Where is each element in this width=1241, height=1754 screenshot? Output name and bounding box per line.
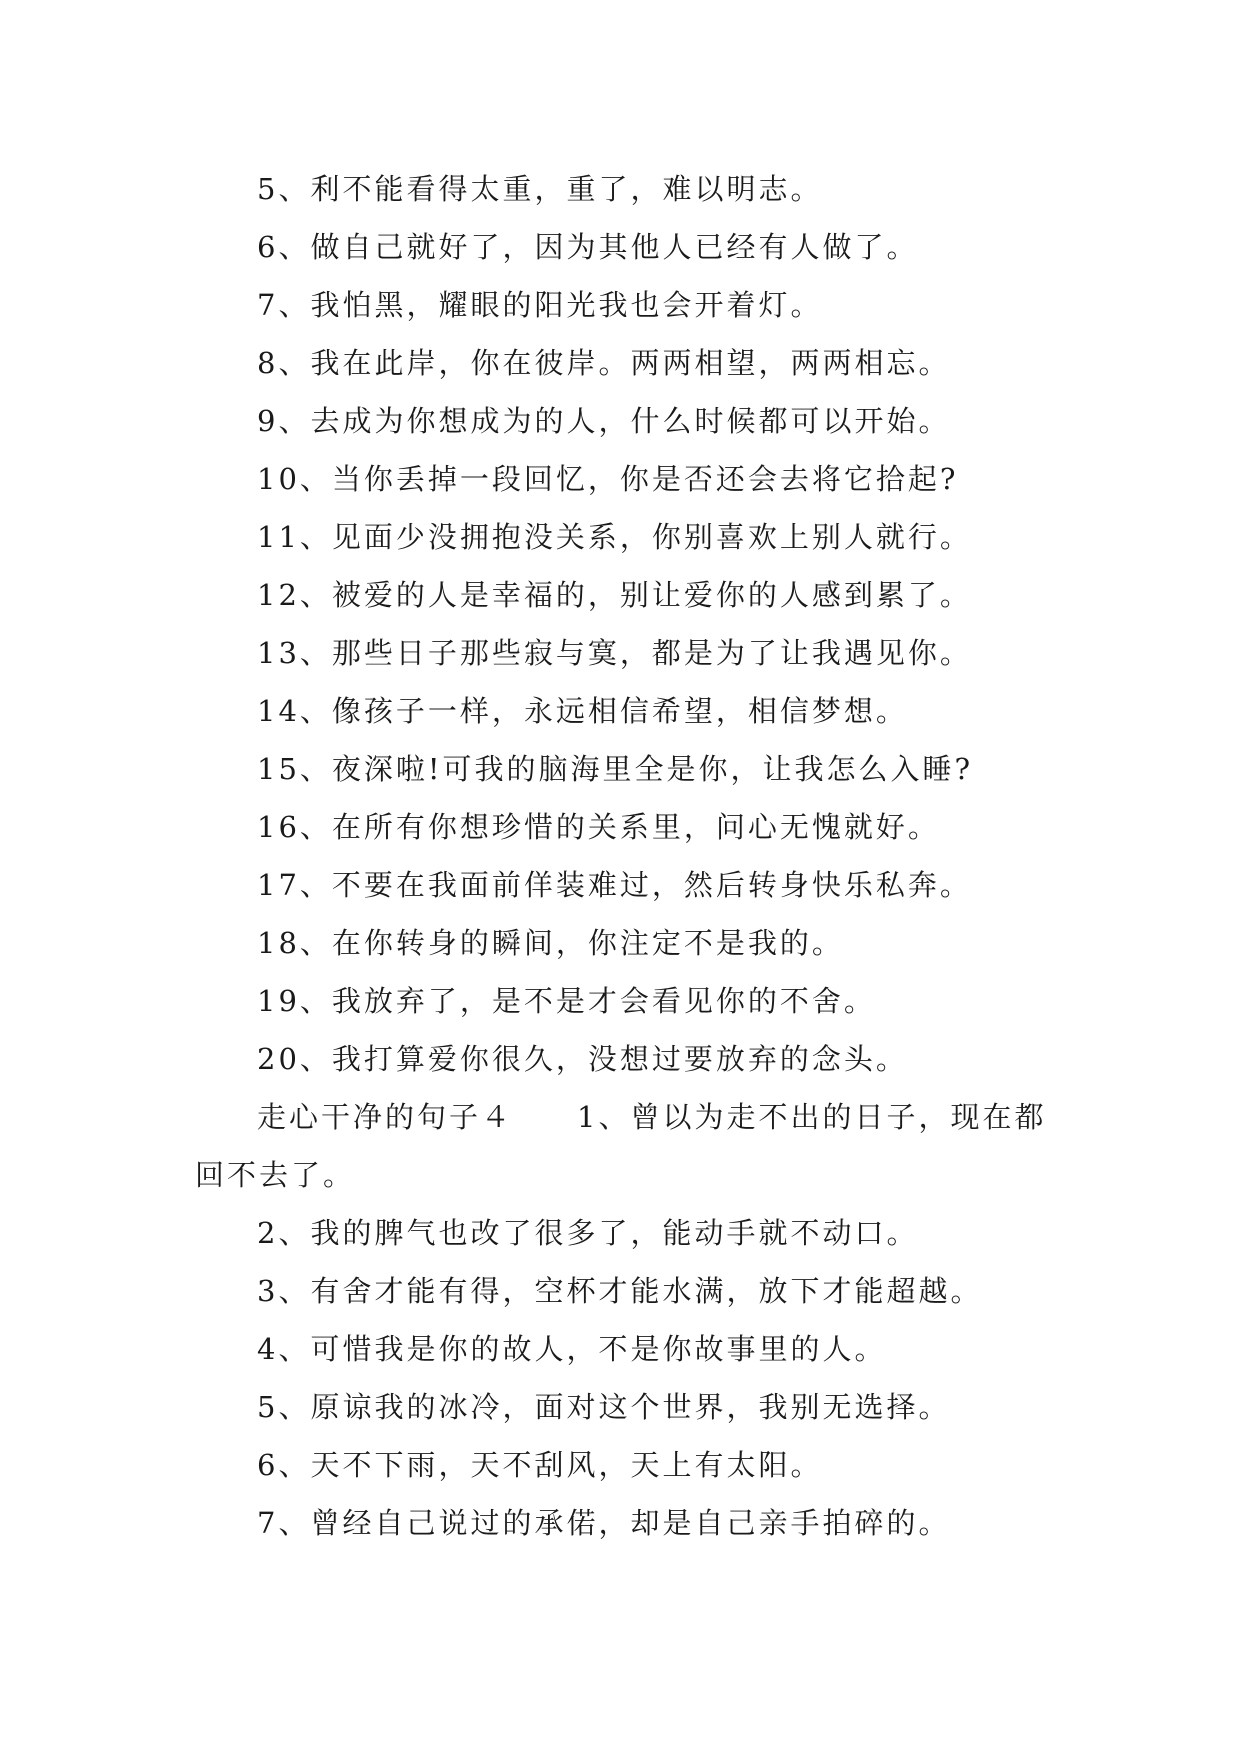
paragraph-line: 6、天不下雨，天不刮风，天上有太阳。 — [257, 1448, 823, 1482]
paragraph-line: 11、见面少没拥抱没关系，你别喜欢上别人就行。 — [257, 520, 972, 554]
paragraph-line: 19、我放弃了，是不是才会看见你的不舍。 — [257, 984, 876, 1018]
paragraph-line: 15、夜深啦!可我的脑海里全是你，让我怎么入睡? — [257, 752, 974, 786]
paragraph-line: 3、有舍才能有得，空杯才能水满，放下才能超越。 — [257, 1274, 983, 1308]
paragraph-line: 2、我的脾气也改了很多了，能动手就不动口。 — [257, 1216, 919, 1250]
paragraph-line: 5、原谅我的冰冷，面对这个世界，我别无选择。 — [257, 1390, 951, 1424]
paragraph-line: 9、去成为你想成为的人，什么时候都可以开始。 — [257, 404, 951, 438]
paragraph-line: 14、像孩子一样，永远相信希望，相信梦想。 — [257, 694, 908, 728]
paragraph-line: 20、我打算爱你很久，没想过要放弃的念头。 — [257, 1042, 908, 1076]
document-body — [195, 160, 1060, 1552]
paragraph-line: 18、在你转身的瞬间，你注定不是我的。 — [257, 926, 844, 960]
paragraph-line: 8、我在此岸，你在彼岸。两两相望，两两相忘。 — [257, 346, 951, 380]
paragraph-line: 4、可惜我是你的故人，不是你故事里的人。 — [257, 1332, 887, 1366]
paragraph-line: 17、不要在我面前佯装难过，然后转身快乐私奔。 — [257, 868, 972, 902]
paragraph-line: 16、在所有你想珍惜的关系里，问心无愧就好。 — [257, 810, 940, 844]
paragraph-line: 12、被爱的人是幸福的，别让爱你的人感到累了。 — [257, 578, 972, 612]
paragraph-line: 5、利不能看得太重，重了，难以明志。 — [257, 172, 823, 206]
paragraph-line: 7、我怕黑，耀眼的阳光我也会开着灯。 — [257, 288, 823, 322]
paragraph-line: 6、做自己就好了，因为其他人已经有人做了。 — [257, 230, 919, 264]
paragraph-line: 7、曾经自己说过的承偌，却是自己亲手拍碎的。 — [257, 1506, 951, 1540]
paragraph-line: 13、那些日子那些寂与寞，都是为了让我遇见你。 — [257, 636, 972, 670]
paragraph-line: 10、当你丢掉一段回忆，你是否还会去将它拾起? — [257, 462, 959, 496]
section-heading-paragraph: 走心干净的句子４ 1、曾以为走不出的日子，现在都回不去了。 — [195, 1100, 1047, 1192]
